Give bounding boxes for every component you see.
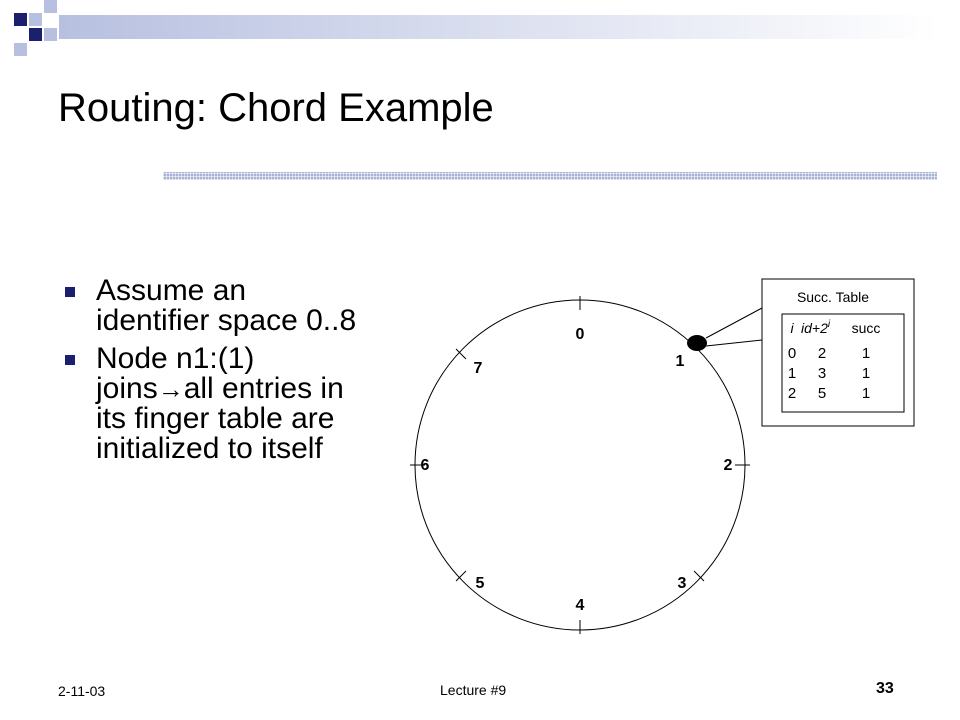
succ-cell-i: 2 bbox=[787, 385, 797, 402]
succ-cell-succ: 1 bbox=[861, 385, 871, 402]
bullet-text-after: all entries in its finger table are initialized to itself bbox=[96, 372, 344, 465]
ring-label-4: 4 bbox=[575, 597, 585, 614]
ring-label-2: 2 bbox=[723, 457, 733, 474]
succ-header-i: i bbox=[790, 320, 794, 336]
arrow-right-icon: → bbox=[157, 374, 184, 404]
succ-header-succ: succ bbox=[851, 320, 881, 336]
succ-header-id bbox=[801, 319, 831, 336]
succ-cell-succ: 1 bbox=[861, 345, 871, 362]
callout-line bbox=[706, 308, 762, 338]
succ-cell-succ: 1 bbox=[861, 365, 871, 382]
succ-header-id-label: id+2 bbox=[801, 320, 828, 336]
bullet-text-before: Node n1:(1) joins bbox=[96, 342, 255, 405]
succ-cell-id: 2 bbox=[817, 345, 827, 362]
ring-label-5: 5 bbox=[475, 575, 485, 592]
bullet-text: Assume an identifier space 0..8 bbox=[96, 274, 357, 337]
node-n1-marker bbox=[687, 335, 707, 351]
succ-cell-i: 1 bbox=[787, 365, 797, 382]
succ-cell-id: 5 bbox=[817, 385, 827, 402]
ring-label-6: 6 bbox=[420, 457, 430, 474]
succ-cell-i: 0 bbox=[787, 345, 797, 362]
succ-cell-id: 3 bbox=[817, 365, 827, 382]
ring-label-7: 7 bbox=[473, 360, 483, 377]
page-number: 33 bbox=[876, 680, 894, 697]
succ-header-superscript: i bbox=[827, 319, 831, 330]
footer-date: 2-11-03 bbox=[58, 683, 106, 699]
succ-table-title: Succ. Table bbox=[796, 289, 870, 305]
ring-label-0: 0 bbox=[575, 326, 585, 343]
ring-label-1: 1 bbox=[675, 353, 685, 370]
footer-lecture: Lecture #9 bbox=[440, 682, 507, 698]
callout-line bbox=[706, 340, 762, 346]
ring-label-3: 3 bbox=[677, 575, 687, 592]
slide-title: Routing: Chord Example bbox=[58, 86, 494, 130]
